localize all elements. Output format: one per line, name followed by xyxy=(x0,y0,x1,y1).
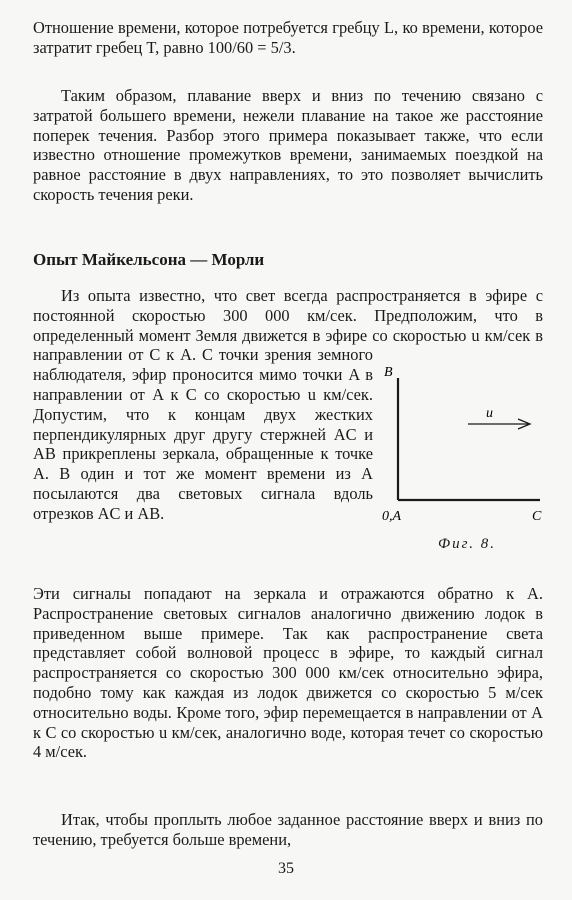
paragraph-experiment-wrapped: Из опыта известно, что свет всегда распространяется в эфире с постоянной скоростью 300 000 км/сек. Предположим, что в определенный момент Земля движется в эфире со скоростью u км/сек в направлении от C к A. С точки зрения земного наблюдателя, эфир проносится мимо точки A в направлении от A к C со скоростью u км/сек. Допустим, что к концам двух жестких перпендикулярных друг другу стержней AC и AB прикреплены зеркала, обращенные к точке A. В один и тот же момент времени из A посылаются два световых сигнала вдоль отрезков AC и AB. xyxy=(33,286,543,523)
label-b: B xyxy=(384,365,393,380)
section-heading: Опыт Майкельсона — Морли xyxy=(33,250,265,269)
paragraph-conclusion: Таким образом, плавание вверх и вниз по течению связано с затратой большего времени, нежели плавание на такое же расстояние поперек течения. Разбор этого примера показывает также, что если известно отношение промежутков времени, занимаемых поездкой на равное расстояние в двух направлениях, то это позволяет вычислить скорость течения реки. xyxy=(33,86,543,204)
page-number: 35 xyxy=(278,860,294,877)
figure-8-diagram xyxy=(368,360,548,530)
paragraph-final: Итак, чтобы проплыть любое заданное расстояние вверх и вниз по течению, требуется больше времени, xyxy=(33,810,543,849)
label-origin-a: 0,A xyxy=(382,509,402,524)
figure-8 xyxy=(368,360,548,560)
label-u: u xyxy=(486,406,493,421)
paragraph-experiment-continued: Эти сигналы попадают на зеркала и отражаются обратно к A. Распространение световых сигналов аналогично движению лодок в приведенном выше примере. Так как распространение света представляет собой волновой процесс в эфире, то каждый сигнал распространяется со скоростью 300 000 км/сек относительно эфира, подобно тому как каждая из лодок движется со скоростью 5 м/сек относительно воды. Кроме того, эфир перемещается в направлении от A к C со скоростью u км/сек, аналогично воде, которая течет со скоростью 4 м/сек. xyxy=(33,584,543,762)
figure-caption: Фиг. 8. xyxy=(438,536,496,552)
paragraph-rower-ratio: Отношение времени, которое потребуется гребцу L, ко времени, которое затратит гребец T, равно 100/60 = 5/3. xyxy=(33,18,543,57)
label-c: C xyxy=(532,509,542,524)
